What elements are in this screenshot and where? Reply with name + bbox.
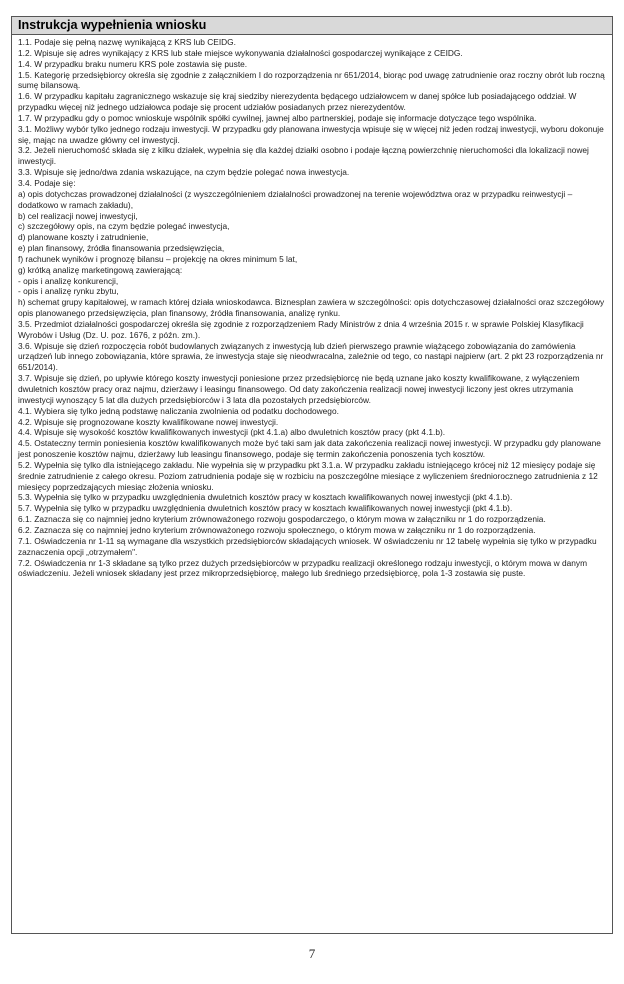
instruction-subitem: f) rachunek wyników i prognozę bilansu – projekcję na okres minimum 5 lat,	[18, 253, 298, 264]
instruction-subitem: a) opis dotychczas prowadzonej działalności (z wyszczególnieniem działalności prowadzonej na terenie województwa oraz w przypadku reinwestycji – dodatkowo w ramach zakładu),	[18, 188, 573, 210]
instruction-item: 3.1. Możliwy wybór tylko jednego rodzaju inwestycji. W przypadku gdy planowana inwestycja wpisuje się w więcej niż jeden rodzaj inwestycji, wyboru dokonuje się, mając na uwadze główny cel inwestycji.	[18, 123, 604, 145]
instruction-item: 3.3. Wpisuje się jedno/dwa zdania wskazujące, na czym będzie polegać nowa inwestycja.	[18, 167, 350, 178]
instruction-item: 1.7. W przypadku gdy o pomoc wnioskuje wspólnik spółki cywilnej, jawnej albo partnerskiej, podaje się informacje dotyczące tego wspólnika.	[18, 112, 537, 123]
instruction-item: 3.6. Wpisuje się dzień rozpoczęcia robót budowlanych związanych z inwestycją lub dzień pierwszego prawnie wiążącego zobowiązania do zamówienia urządzeń lub innego zobowiązania, które sprawia, że inwestycja staje się nieodwracalna, zależnie od tego, co nastąpi najpierw (art. 2 pkt 23 rozporządzenia nr 651/2014).	[18, 340, 604, 373]
instruction-item: 3.5. Przedmiot działalności gospodarczej określa się zgodnie z rozporządzeniem Rady Ministrów z dnia 4 września 2015 r. w sprawie Polskiej Klasyfikacji Wyrobów i Usług (Dz. U. poz. 1676, z późn. zm.).	[18, 318, 584, 340]
instruction-item: 1.6. W przypadku kapitału zagranicznego wskazuje się kraj siedziby nierezydenta będącego udziałowcem w danej spółce lub posiadającego oddział. W przypadku więcej niż jednego udziałowca podaje się procent udziałów posiadanych przez nierezydentów.	[18, 91, 577, 113]
instruction-item: 3.7. Wpisuje się dzień, po upływie którego koszty inwestycji poniesione przez przedsiębiorcę nie będą uznane jako koszty kwalifikowane, z wyłączeniem dwuletnich kosztów pracy oraz najmu, dzierżawy i leasingu finansowego. Od daty zakończenia realizacji nowej inwestycji liczony jest okres utrzymania inwestycji wynoszący 5 lat dla dużych przedsiębiorców i 3 lata dla pozostałych przedsiębiorców.	[18, 373, 580, 405]
instruction-subitem: e) plan finansowy, źródła finansowania przedsięwzięcia,	[18, 243, 225, 254]
instruction-subitem: - opis i analizę konkurencji,	[18, 275, 119, 286]
instruction-item: 4.4. Wpisuje się wysokość kosztów kwalifikowanych inwestycji (pkt 4.1.a) albo dwuletnich kosztów pracy (pkt 4.1.b).	[18, 427, 446, 438]
instruction-item: 5.7. Wypełnia się tylko w przypadku uwzględnienia dwuletnich kosztów pracy w kosztach kwalifikowanych nowej inwestycji (pkt 4.1.b).	[18, 503, 513, 514]
instruction-item: 7.1. Oświadczenia nr 1-11 są wymagane dla wszystkich przedsiębiorców składających wniosek. W oświadczeniu nr 12 tabelę wypełnia się tylko w przypadku zaznaczenia opcji „otrzymałem".	[18, 535, 597, 557]
instruction-item: 7.2. Oświadczenia nr 1-3 składane są tylko przez dużych przedsiębiorców w przypadku realizacji określonego rodzaju inwestycji, o którym mowa w danym oświadczeniu. Jeżeli wniosek składany jest przez mikroprzedsiębiorcę, małego lub średniego przedsiębiorcę, pola 1-3 zostawia się puste.	[18, 557, 588, 579]
instruction-item: 1.5. Kategorię przedsiębiorcy określa się zgodnie z załącznikiem I do rozporządzenia nr 651/2014, biorąc pod uwagę zatrudnienie oraz roczny obrót lub roczną sumę bilansową.	[18, 69, 605, 91]
instruction-item: 3.4. Podaje się:	[18, 177, 76, 188]
instruction-subitem: d) planowane koszty i zatrudnienie,	[18, 232, 149, 243]
instruction-subitem: - opis i analizę rynku zbytu,	[18, 286, 119, 297]
instruction-subitem: h) schemat grupy kapitałowej, w ramach której działa wnioskodawca. Biznesplan zawiera w szczególności: opis dotychczasowej działalności oraz szczegółowy opis planowanego przedsięwzięcia, plan finansowy, źródła finansowania, analizę rynku.	[18, 297, 605, 319]
instruction-box	[11, 16, 613, 934]
instruction-item: 1.2. Wpisuje się adres wynikający z KRS lub stałe miejsce wykonywania działalności gospodarczej wynikające z CEIDG.	[18, 47, 463, 58]
instruction-item: 4.5. Ostateczny termin poniesienia kosztów kwalifikowanych może być taki sam jak data zakończenia realizacji nowej inwestycji. W przypadku gdy planowane jest ponoszenie kosztów najmu, dzierżawy lub leasingu finansowego, podaje się termin zakończenia ponoszenia tych kosztów.	[18, 438, 601, 460]
instruction-header	[12, 17, 612, 35]
instruction-item: 5.2. Wypełnia się tylko dla istniejącego zakładu. Nie wypełnia się w przypadku pkt 3.1.a. W przypadku zakładu istniejącego krócej niż 12 miesięcy podaje się średnie zatrudnienie z całego okresu. Poziom zatrudnienia podaje się w rozbiciu na poszczególne miesiące z wyliczeniem średniorocznego zatrudnienia z 12 miesięcy poprzedzających miesiąc złożenia wniosku.	[18, 459, 598, 492]
instruction-item: 1.4. W przypadku braku numeru KRS pole zostawia się puste.	[18, 58, 248, 69]
page-number: 7	[308, 946, 316, 961]
instruction-item: 4.1. Wybiera się tylko jedną podstawę naliczania zwolnienia od podatku dochodowego.	[18, 405, 339, 416]
instruction-item: 6.1. Zaznacza się co najmniej jedno kryterium zrównoważonego rozwoju gospodarczego, o którym mowa w załączniku nr 1 do rozporządzenia.	[18, 514, 546, 525]
instruction-item: 5.3. Wypełnia się tylko w przypadku uwzględnienia dwuletnich kosztów pracy w kosztach kwalifikowanych nowej inwestycji (pkt 4.1.b).	[18, 492, 513, 503]
instruction-item: 6.2. Zaznacza się co najmniej jedno kryterium zrównoważonego rozwoju społecznego, o którym mowa w załączniku nr 1 do rozporządzenia.	[18, 524, 536, 535]
instruction-body	[12, 35, 612, 579]
instruction-item: 3.2. Jeżeli nieruchomość składa się z kilku działek, wypełnia się dla każdej działki osobno i podaje łączną powierzchnię nieruchomości dla lokalizacji nowej inwestycji.	[18, 145, 589, 167]
instruction-subitem: b) cel realizacji nowej inwestycji,	[18, 210, 138, 221]
instruction-item: 4.2. Wpisuje się prognozowane koszty kwalifikowane nowej inwestycji.	[18, 416, 279, 427]
instruction-subitem: g) krótką analizę marketingową zawierającą:	[18, 264, 183, 275]
instruction-item: 1.1. Podaje się pełną nazwę wynikającą z KRS lub CEIDG.	[18, 37, 236, 47]
instruction-subitem: c) szczegółowy opis, na czym będzie polegać inwestycja,	[18, 221, 230, 232]
instruction-title: Instrukcja wypełnienia wniosku	[18, 18, 207, 32]
